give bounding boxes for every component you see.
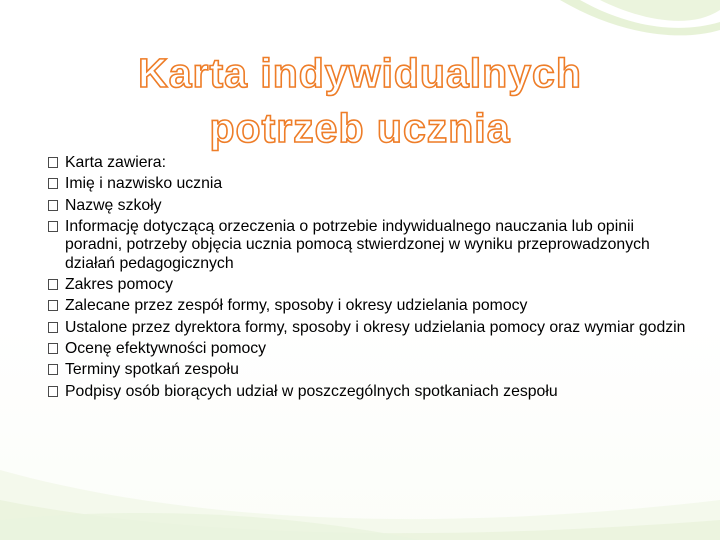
list-item-text: Nazwę szkoły: [65, 196, 162, 214]
list-item: [48, 319, 688, 338]
list-item: [48, 297, 688, 316]
list-item: [48, 154, 688, 173]
list-item-text: Imię i nazwisko ucznia: [65, 175, 223, 193]
bullet-square-icon: [48, 221, 58, 232]
list-item-text: Karta zawiera:: [65, 154, 166, 171]
list-item: [48, 383, 688, 402]
list-item-text: Ustalone przez dyrektora formy, sposoby i okresy udzielania pomocy oraz wymiar godzin: [65, 318, 686, 336]
list-item: [48, 197, 688, 216]
bullet-square-icon: [48, 322, 58, 333]
list-item: [48, 218, 688, 274]
title-line-2: potrzeb ucznia: [209, 105, 511, 151]
list-item-text: Ocenę efektywności pomocy: [65, 340, 267, 358]
list-item-text: Podpisy osób biorących udział w poszczególnych spotkaniach zespołu: [65, 382, 558, 400]
bullet-square-icon: [48, 200, 58, 211]
list-item-text: Terminy spotkań zespołu: [65, 361, 239, 379]
list-item: [48, 340, 688, 359]
bullet-square-icon: [48, 364, 58, 375]
slide-title: [0, 46, 720, 156]
bullet-square-icon: [48, 157, 58, 168]
bullet-square-icon: [48, 386, 58, 397]
list-item-text: Informację dotyczącą orzeczenia o potrzebie indywidualnego nauczania lub opinii poradni, potrzeby objęcia ucznia pomocą stwierdzonej w wyniku przeprowadzonych działań pedagogicznych: [65, 217, 650, 272]
bullet-square-icon: [48, 279, 58, 290]
list-item: [48, 361, 688, 380]
bullet-square-icon: [48, 178, 58, 189]
bullet-square-icon: [48, 300, 58, 311]
title-line-1: Karta indywidualnych: [138, 50, 582, 96]
list-item-text: Zakres pomocy: [65, 276, 173, 294]
list-item-text: Zalecane przez zespół formy, sposoby i okresy udzielania pomocy: [65, 297, 528, 315]
list-item: [48, 175, 688, 194]
bullet-square-icon: [48, 343, 58, 354]
list-item: [48, 276, 688, 295]
bullet-list: [48, 154, 688, 404]
